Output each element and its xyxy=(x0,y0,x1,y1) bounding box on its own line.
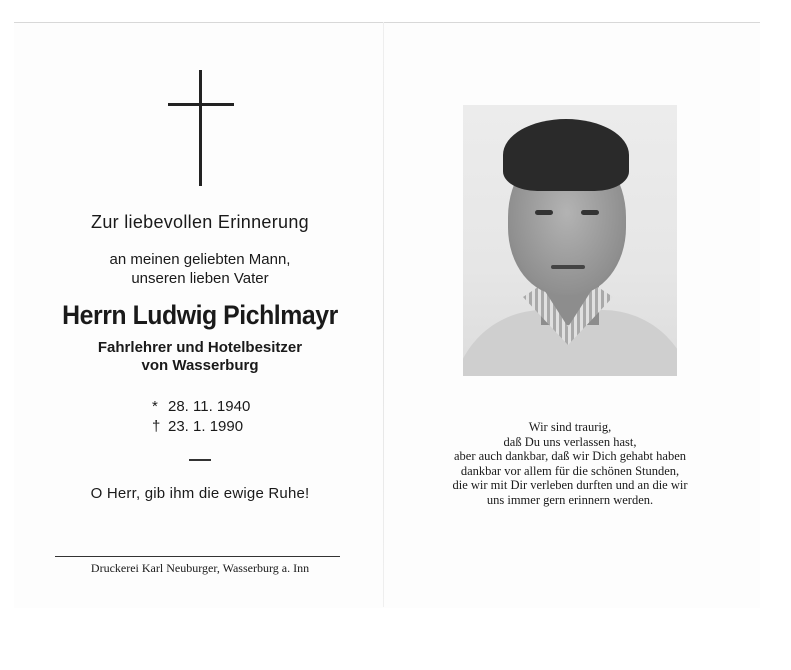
deceased-name: Herrn Ludwig Pichlmayr xyxy=(62,300,338,330)
death-date: 23. 1. 1990 xyxy=(168,418,244,435)
printer-credit: Druckerei Karl Neuburger, Wasserburg a. Inn xyxy=(90,561,310,575)
card-fold xyxy=(383,22,384,607)
poem xyxy=(425,420,715,507)
death-cross-symbol: † xyxy=(152,418,161,435)
portrait-eye-left xyxy=(535,210,553,215)
portrait-hair xyxy=(503,119,629,191)
divider-dash xyxy=(189,459,211,461)
poem-line: Wir sind traurig, xyxy=(528,420,612,434)
birth-date-row xyxy=(152,398,250,415)
portrait-mouth xyxy=(551,265,585,269)
dedication-line-1: an meinen geliebten Mann, xyxy=(109,251,291,268)
birth-date: 28. 11. 1940 xyxy=(168,398,251,415)
poem-line: dankbar vor allem für die schönen Stunden, xyxy=(460,463,680,478)
portrait-eye-right xyxy=(581,210,599,215)
birth-symbol: * xyxy=(152,398,158,415)
death-date-row xyxy=(152,418,243,435)
poem-line: aber auch dankbar, daß wir Dich gehabt haben xyxy=(453,449,687,463)
footer-rule xyxy=(55,556,340,557)
poem-line: daß Du uns verlassen hast, xyxy=(503,434,637,449)
portrait-photo xyxy=(463,105,677,376)
poem-line: uns immer gern erinnern werden. xyxy=(486,492,654,507)
poem-line: die wir mit Dir verleben durften und an die wir xyxy=(452,478,688,492)
cross-icon-bar xyxy=(168,103,234,106)
dedication-line-2: unseren lieben Vater xyxy=(131,270,269,287)
profession: Fahrlehrer und Hotelbesitzer xyxy=(97,339,303,356)
origin: von Wasserburg xyxy=(141,357,259,374)
cross-icon xyxy=(199,70,202,186)
prayer: O Herr, gib ihm die ewige Ruhe! xyxy=(90,485,310,502)
heading: Zur liebevollen Erinnerung xyxy=(91,212,309,232)
